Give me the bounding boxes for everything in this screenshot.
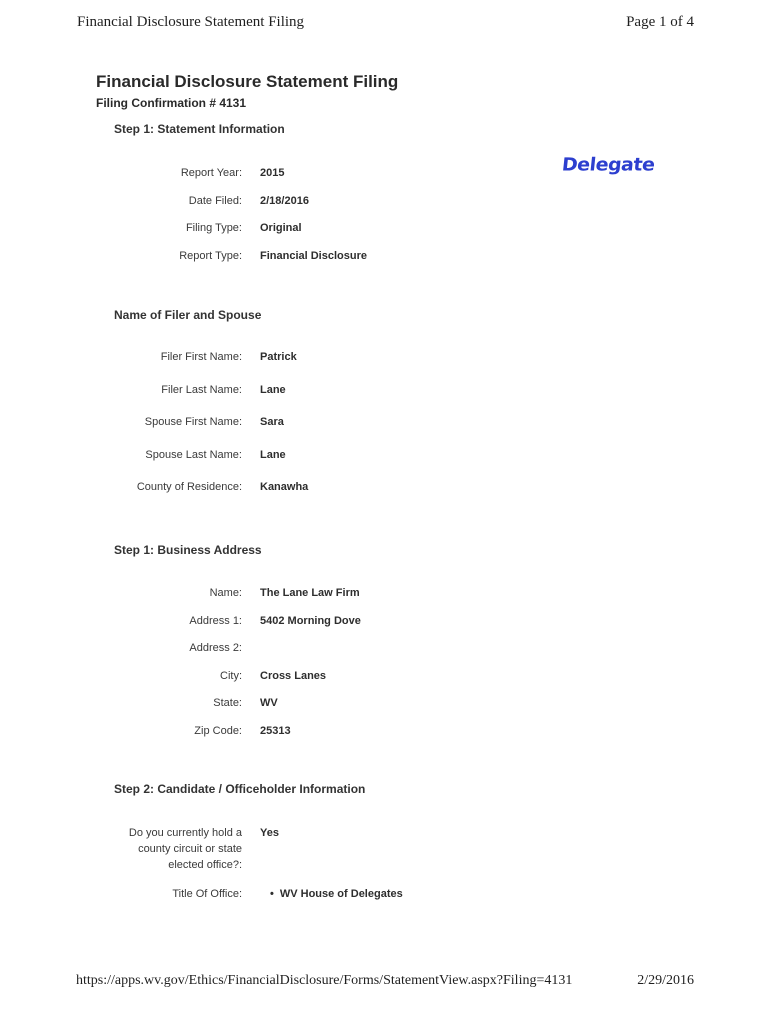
field-label: Filing Type: xyxy=(185,222,242,234)
footer-date: 2/29/2016 xyxy=(637,973,694,988)
field-value: Cross Lanes xyxy=(260,670,327,682)
field-value: 2/18/2016 xyxy=(260,195,309,207)
section-business-heading: Step 1: Business Address xyxy=(114,543,262,557)
field-value: Patrick xyxy=(260,351,297,363)
delegate-stamp: Delegate xyxy=(560,154,656,176)
section-filer-heading: Name of Filer and Spouse xyxy=(114,308,262,322)
field-value: 5402 Morning Dove xyxy=(260,615,361,627)
page-number: Page 1 of 4 xyxy=(626,14,694,30)
field-label: Spouse First Name: xyxy=(144,416,242,428)
field-label: Report Type: xyxy=(179,250,242,262)
field-value: Financial Disclosure xyxy=(260,250,367,262)
field-label: Filer Last Name: xyxy=(161,384,242,396)
filing-confirmation: Filing Confirmation # 4131 xyxy=(96,96,247,110)
field-label: Report Year: xyxy=(180,167,242,179)
field-label: City: xyxy=(220,670,242,682)
field-label: Zip Code: xyxy=(194,725,242,737)
field-label: Date Filed: xyxy=(188,195,242,207)
field-value: Yes xyxy=(260,827,279,839)
field-label: Spouse Last Name: xyxy=(145,449,242,461)
field-value: 2015 xyxy=(260,167,285,179)
label-line: elected office?: xyxy=(168,859,242,871)
document-title: Financial Disclosure Statement Filing xyxy=(96,72,399,91)
field-value: Original xyxy=(260,222,302,234)
field-value: The Lane Law Firm xyxy=(260,587,360,599)
field-label: County of Residence: xyxy=(136,481,242,493)
field-label: Address 2: xyxy=(189,642,242,654)
label-line: county circuit or state xyxy=(138,843,242,855)
field-value: Kanawha xyxy=(260,481,309,493)
field-label: Title Of Office: xyxy=(172,888,242,900)
footer-url: https://apps.wv.gov/Ethics/FinancialDisclosure/Forms/StatementView.aspx?Filing=4131 xyxy=(76,973,573,988)
field-value: Lane xyxy=(260,384,286,396)
field-label: State: xyxy=(213,697,242,709)
label-line: Do you currently hold a xyxy=(128,827,242,839)
field-value: Lane xyxy=(260,449,286,461)
field-label: Filer First Name: xyxy=(160,351,242,363)
section-candidate-heading: Step 2: Candidate / Officeholder Information xyxy=(114,782,366,796)
field-label: Name: xyxy=(209,587,242,599)
field-value: • WV House of Delegates xyxy=(260,886,403,902)
section-statement-heading: Step 1: Statement Information xyxy=(114,122,285,136)
field-value: WV xyxy=(260,697,278,709)
field-value: Sara xyxy=(260,416,284,428)
page-header-title: Financial Disclosure Statement Filing xyxy=(77,14,305,30)
field-label: Address 1: xyxy=(189,615,242,627)
field-label xyxy=(72,825,242,873)
field-value: 25313 xyxy=(260,725,291,737)
